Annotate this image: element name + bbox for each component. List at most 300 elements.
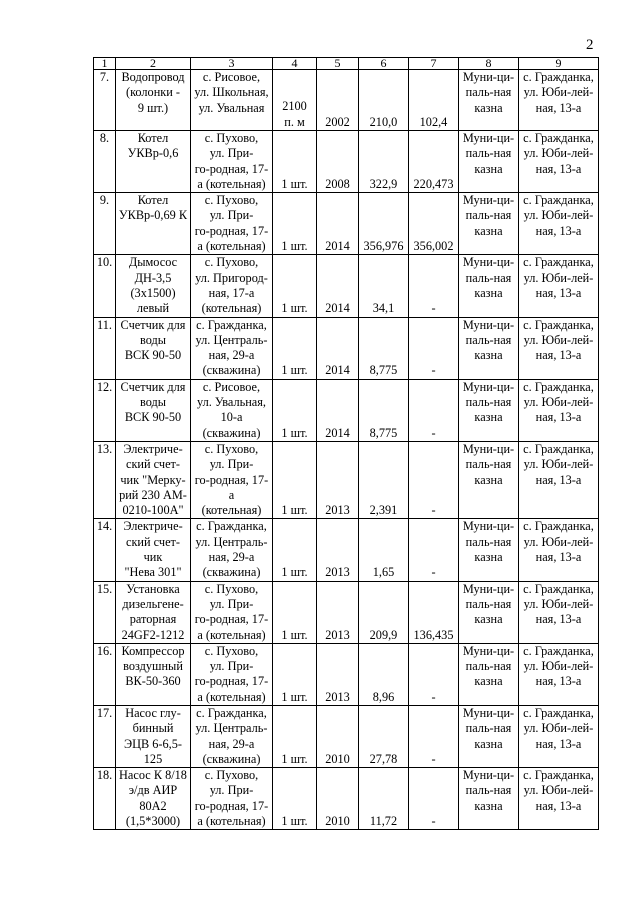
quantity-cell [273, 519, 317, 581]
cell-text-line: 1 шт. [281, 239, 308, 254]
year-cell: 2014 [317, 255, 359, 317]
owner-cell [459, 643, 519, 705]
cell-text-line: паль-ная [465, 783, 512, 798]
cell-text-line: Муни-ци- [462, 441, 515, 456]
cell-text-line: с. Гражданка, [523, 255, 594, 270]
holder-address-cell [519, 643, 599, 705]
year-cell: 2013 [317, 581, 359, 643]
cell-text-line: с. Гражданка, [523, 643, 594, 658]
cell-text-line: паль-ная [465, 85, 512, 100]
year-cell: 2013 [317, 519, 359, 581]
cell-text-line: 80А2 [139, 798, 167, 813]
cell-text-line: с. Рисовое, [202, 70, 261, 84]
address-cell [191, 519, 273, 581]
cell-text-line: ДН-3,5 [134, 270, 172, 285]
cell-text-line: паль-ная [465, 659, 512, 674]
holder-address-cell [519, 131, 599, 193]
address-cell [191, 255, 273, 317]
cell-text-line: Насос К 8/18 [119, 768, 187, 783]
item-name-cell [116, 441, 191, 518]
address-cell [191, 768, 273, 830]
cell-text-line: 1 шт. [281, 363, 308, 378]
cell-text-line: 10-а [220, 410, 243, 425]
cell-text-line: ул. При- [209, 208, 254, 223]
cell-text-line: казна [474, 612, 503, 627]
cell-text-line: 0210-100А" [122, 503, 184, 518]
cell-text-line: паль-ная [465, 332, 512, 347]
residual-value-cell: - [409, 705, 459, 767]
cell-text-line: паль-ная [465, 457, 512, 472]
table-row [94, 379, 599, 441]
row-number-cell: 16. [94, 643, 116, 705]
property-table [93, 57, 599, 830]
cell-text-line: с. Гражданка, [523, 193, 594, 208]
cell-text-line: ул. Централь- [195, 534, 268, 549]
cell-text-line: с. Гражданка, [523, 317, 594, 332]
cell-text-line: казна [474, 348, 503, 363]
cell-text-line: а (котельная) [197, 627, 266, 642]
table-row [94, 441, 599, 518]
cell-text-line: а (котельная) [197, 814, 266, 829]
cell-text-line: с. Гражданка, [523, 519, 594, 534]
cell-text-line: ная, 13-а [535, 161, 582, 176]
owner-cell [459, 70, 519, 131]
cell-text-line: ВК-50-360 [125, 674, 181, 689]
cell-text-line: ЭЦВ 6-6,5- [124, 736, 182, 751]
column-header: 9 [519, 58, 599, 70]
quantity-cell [273, 379, 317, 441]
cell-text-line: 1 шт. [281, 814, 308, 829]
row-number-cell: 8. [94, 131, 116, 193]
cell-text-line: казна [474, 674, 503, 689]
cell-text-line: го-родная, 17- [194, 798, 269, 813]
value-cell: 8,96 [359, 643, 409, 705]
cell-text-line: воды [139, 395, 167, 410]
cell-text-line: казна [474, 550, 503, 565]
cell-text-line: с. Пухово, [204, 581, 259, 596]
cell-text-line: паль-ная [465, 721, 512, 736]
column-header: 4 [273, 58, 317, 70]
row-number-cell: 17. [94, 705, 116, 767]
cell-text-line: с. Гражданка, [196, 519, 267, 534]
cell-text-line: 24GF2-1212 [121, 627, 185, 642]
cell-text-line: (котельная) [201, 503, 262, 518]
value-cell: 2,391 [359, 441, 409, 518]
item-name-cell [116, 519, 191, 581]
cell-text-line: Счетчик для [120, 379, 186, 394]
cell-text-line: рий 230 АМ- [119, 487, 187, 502]
cell-text-line: Электриче- [123, 441, 183, 456]
cell-text-line: Муни-ци- [462, 581, 515, 596]
row-number-cell: 14. [94, 519, 116, 581]
cell-text-line: 2100 [282, 99, 307, 114]
cell-text-line: ВСК 90-50 [124, 410, 182, 425]
holder-address-cell [519, 705, 599, 767]
cell-text-line: э/дв АИР [128, 783, 178, 798]
owner-cell [459, 379, 519, 441]
cell-text-line: ная, 13-а [535, 736, 582, 751]
table-row [94, 255, 599, 317]
cell-text-line: ул. Юби-лей- [523, 721, 594, 736]
table-row [94, 317, 599, 379]
cell-text-line: ная, 13-а [535, 100, 582, 115]
cell-text-line: 1 шт. [281, 627, 308, 642]
quantity-cell [273, 317, 317, 379]
value-cell: 210,0 [359, 70, 409, 131]
cell-text-line: 1 шт. [281, 565, 308, 580]
cell-text-line: УКВр-0,6 [127, 146, 179, 161]
cell-text-line: 1 шт. [281, 425, 308, 440]
holder-address-cell [519, 193, 599, 255]
cell-text-line: а (котельная) [197, 689, 266, 704]
cell-text-line: "Нева 301" [124, 565, 182, 580]
holder-address-cell [519, 317, 599, 379]
address-cell [191, 441, 273, 518]
cell-text-line: Котел [137, 193, 169, 208]
residual-value-cell: - [409, 255, 459, 317]
cell-text-line: с. Пухово, [204, 255, 259, 270]
cell-text-line: с. Гражданка, [523, 131, 594, 145]
cell-text-line: Установка [126, 581, 180, 596]
cell-text-line: ная, 13-а [535, 410, 582, 425]
cell-text-line: с. Гражданка, [523, 441, 594, 456]
cell-text-line: паль-ная [465, 596, 512, 611]
cell-text-line: Муни-ци- [462, 317, 515, 332]
cell-text-line: ул. Юби-лей- [523, 85, 594, 100]
owner-cell [459, 441, 519, 518]
cell-text-line: (скважина) [202, 363, 261, 378]
cell-text-line: п. м [284, 114, 305, 129]
table-row [94, 643, 599, 705]
address-cell [191, 317, 273, 379]
quantity-cell [273, 131, 317, 193]
cell-text-line: казна [474, 472, 503, 487]
cell-text-line: ул. Юби-лей- [523, 596, 594, 611]
cell-text-line: Муни-ци- [462, 519, 515, 534]
address-cell [191, 193, 273, 255]
cell-text-line: ул. Юби-лей- [523, 332, 594, 347]
cell-text-line: паль-ная [465, 270, 512, 285]
year-cell: 2013 [317, 643, 359, 705]
year-cell: 2010 [317, 705, 359, 767]
value-cell: 322,9 [359, 131, 409, 193]
cell-text-line: Компрессор [121, 643, 185, 658]
cell-text-line: ул. Юби-лей- [523, 659, 594, 674]
cell-text-line: Муни-ци- [462, 70, 515, 84]
item-name-cell [116, 581, 191, 643]
row-number-cell: 15. [94, 581, 116, 643]
cell-text-line: (колонки - [125, 85, 181, 100]
value-cell: 11,72 [359, 768, 409, 830]
cell-text-line: с. Пухово, [204, 193, 259, 208]
cell-text-line: Муни-ци- [462, 193, 515, 208]
row-number-cell: 18. [94, 768, 116, 830]
cell-text-line: ная, 13-а [535, 223, 582, 238]
quantity-cell [273, 193, 317, 255]
item-name-cell [116, 131, 191, 193]
address-cell [191, 581, 273, 643]
year-cell: 2014 [317, 317, 359, 379]
cell-text-line: (скважина) [202, 425, 261, 440]
owner-cell [459, 317, 519, 379]
holder-address-cell [519, 70, 599, 131]
item-name-cell [116, 317, 191, 379]
cell-text-line: ул. При- [209, 146, 254, 161]
holder-address-cell [519, 255, 599, 317]
cell-text-line: 125 [143, 751, 163, 766]
owner-cell [459, 768, 519, 830]
page-number: 2 [586, 37, 594, 53]
cell-text-line: ная, 17-а [208, 285, 255, 300]
column-header: 3 [191, 58, 273, 70]
quantity-cell [273, 643, 317, 705]
cell-text-line: ул. Увальная, [197, 395, 266, 410]
owner-cell [459, 581, 519, 643]
cell-text-line: Муни-ци- [462, 705, 515, 720]
year-cell: 2010 [317, 768, 359, 830]
cell-text-line: ул. Юби-лей- [523, 208, 594, 223]
cell-text-line: Муни-ци- [462, 255, 515, 270]
year-cell: 2013 [317, 441, 359, 518]
cell-text-line: (котельная) [201, 301, 262, 316]
cell-text-line: Счетчик для [120, 317, 186, 332]
quantity-cell [273, 768, 317, 830]
cell-text-line: ул. При- [209, 659, 254, 674]
column-header: 8 [459, 58, 519, 70]
cell-text-line: УКВр-0,69 К [118, 208, 188, 223]
address-cell [191, 70, 273, 131]
holder-address-cell [519, 441, 599, 518]
residual-value-cell: - [409, 768, 459, 830]
cell-text-line: (скважина) [202, 751, 261, 766]
cell-text-line: (3х1500) [130, 285, 176, 300]
holder-address-cell [519, 581, 599, 643]
cell-text-line: с. Гражданка, [523, 768, 594, 783]
cell-text-line: паль-ная [465, 208, 512, 223]
cell-text-line: а (котельная) [197, 239, 266, 254]
cell-text-line: а (котельная) [197, 176, 266, 191]
residual-value-cell: 356,002 [409, 193, 459, 255]
item-name-cell [116, 70, 191, 131]
table-row [94, 70, 599, 131]
cell-text-line: воздушный [123, 659, 183, 674]
column-number-row [94, 58, 599, 70]
item-name-cell [116, 255, 191, 317]
cell-text-line: Котел [137, 131, 169, 145]
holder-address-cell [519, 768, 599, 830]
cell-text-line: (1,5*3000) [125, 814, 181, 829]
cell-text-line: дизельгене- [122, 596, 184, 611]
year-cell: 2014 [317, 193, 359, 255]
cell-text-line: паль-ная [465, 534, 512, 549]
column-header: 6 [359, 58, 409, 70]
cell-text-line: (скважина) [202, 565, 261, 580]
table-row [94, 519, 599, 581]
column-header: 7 [409, 58, 459, 70]
cell-text-line: ул. Юби-лей- [523, 146, 594, 161]
cell-text-line: Муни-ци- [462, 768, 515, 783]
cell-text-line: Насос глу- [125, 705, 181, 720]
cell-text-line: с. Пухово, [204, 768, 259, 783]
cell-text-line: с. Гражданка, [523, 70, 594, 84]
cell-text-line: ул. Юби-лей- [523, 270, 594, 285]
cell-text-line: Водопровод [121, 70, 185, 84]
cell-text-line: 1 шт. [281, 751, 308, 766]
cell-text-line: ул. Юби-лей- [523, 534, 594, 549]
residual-value-cell: - [409, 441, 459, 518]
cell-text-line: го-родная, 17- [194, 161, 269, 176]
cell-text-line: Электриче- [123, 519, 183, 534]
cell-text-line: казна [474, 161, 503, 176]
residual-value-cell: 220,473 [409, 131, 459, 193]
cell-text-line: Муни-ци- [462, 379, 515, 394]
cell-text-line: с. Пухово, [204, 131, 259, 145]
cell-text-line: казна [474, 410, 503, 425]
owner-cell [459, 519, 519, 581]
cell-text-line: ная, 13-а [535, 674, 582, 689]
cell-text-line: ная, 13-а [535, 612, 582, 627]
table-row [94, 193, 599, 255]
cell-text-line: ул. Юби-лей- [523, 395, 594, 410]
year-cell: 2002 [317, 70, 359, 131]
cell-text-line: казна [474, 736, 503, 751]
owner-cell [459, 131, 519, 193]
value-cell: 34,1 [359, 255, 409, 317]
cell-text-line: ул. При- [209, 457, 254, 472]
cell-text-line: ул. Увальная [198, 100, 265, 115]
cell-text-line: ная, 29-а [208, 348, 255, 363]
cell-text-line: паль-ная [465, 146, 512, 161]
quantity-cell [273, 581, 317, 643]
cell-text-line: ул. Пригород- [195, 270, 268, 285]
row-number-cell: 11. [94, 317, 116, 379]
residual-value-cell: - [409, 519, 459, 581]
cell-text-line: левый [136, 301, 170, 316]
owner-cell [459, 255, 519, 317]
row-number-cell: 12. [94, 379, 116, 441]
cell-text-line: ная, 13-а [535, 348, 582, 363]
cell-text-line: с. Гражданка, [523, 379, 594, 394]
item-name-cell [116, 768, 191, 830]
item-name-cell [116, 705, 191, 767]
cell-text-line: ная, 13-а [535, 285, 582, 300]
holder-address-cell [519, 519, 599, 581]
cell-text-line: 1 шт. [281, 689, 308, 704]
year-cell: 2008 [317, 131, 359, 193]
cell-text-line: го-родная, 17- [194, 674, 269, 689]
cell-text-line: го-родная, 17- [194, 472, 269, 487]
column-header: 1 [94, 58, 116, 70]
cell-text-line: ная, 13-а [535, 550, 582, 565]
cell-text-line: с. Гражданка, [523, 705, 594, 720]
value-cell: 209,9 [359, 581, 409, 643]
cell-text-line: казна [474, 798, 503, 813]
address-cell [191, 379, 273, 441]
column-header: 5 [317, 58, 359, 70]
cell-text-line: с. Гражданка, [523, 581, 594, 596]
residual-value-cell: 136,435 [409, 581, 459, 643]
cell-text-line: ул. При- [209, 596, 254, 611]
item-name-cell [116, 193, 191, 255]
residual-value-cell: - [409, 643, 459, 705]
row-number-cell: 7. [94, 70, 116, 131]
address-cell [191, 643, 273, 705]
row-number-cell: 13. [94, 441, 116, 518]
cell-text-line: с. Пухово, [204, 441, 259, 456]
row-number-cell: 9. [94, 193, 116, 255]
value-cell: 8,775 [359, 379, 409, 441]
column-header: 2 [116, 58, 191, 70]
cell-text-line: ул. Юби-лей- [523, 457, 594, 472]
cell-text-line: Муни-ци- [462, 643, 515, 658]
cell-text-line: Муни-ци- [462, 131, 515, 145]
residual-value-cell: - [409, 379, 459, 441]
cell-text-line: ул. Школьная, [194, 85, 269, 100]
cell-text-line: ВСК 90-50 [124, 348, 182, 363]
owner-cell [459, 193, 519, 255]
address-cell [191, 705, 273, 767]
quantity-cell [273, 441, 317, 518]
cell-text-line: ул. При- [209, 783, 254, 798]
row-number-cell: 10. [94, 255, 116, 317]
cell-text-line: 1 шт. [281, 503, 308, 518]
cell-text-line: а [228, 487, 235, 502]
residual-value-cell: - [409, 317, 459, 379]
table-row [94, 768, 599, 830]
cell-text-line: го-родная, 17- [194, 223, 269, 238]
cell-text-line: 1 шт. [281, 301, 308, 316]
cell-text-line: чик "Мерку- [120, 472, 186, 487]
cell-text-line: ная, 13-а [535, 472, 582, 487]
value-cell: 356,976 [359, 193, 409, 255]
cell-text-line: паль-ная [465, 395, 512, 410]
year-cell: 2014 [317, 379, 359, 441]
item-name-cell [116, 379, 191, 441]
cell-text-line: го-родная, 17- [194, 612, 269, 627]
cell-text-line: казна [474, 223, 503, 238]
table-row [94, 131, 599, 193]
cell-text-line: Дымосос [128, 255, 178, 270]
quantity-cell [273, 70, 317, 131]
holder-address-cell [519, 379, 599, 441]
quantity-cell [273, 705, 317, 767]
cell-text-line: ная, 29-а [208, 550, 255, 565]
cell-text-line: ул. Централь- [195, 721, 268, 736]
cell-text-line: казна [474, 285, 503, 300]
owner-cell [459, 705, 519, 767]
cell-text-line: ский счет- [126, 457, 180, 472]
cell-text-line: ная, 29-а [208, 736, 255, 751]
cell-text-line: с. Пухово, [204, 643, 259, 658]
value-cell: 8,775 [359, 317, 409, 379]
item-name-cell [116, 643, 191, 705]
cell-text-line: с. Рисовое, [202, 379, 261, 394]
cell-text-line: ная, 13-а [535, 798, 582, 813]
cell-text-line: с. Гражданка, [196, 317, 267, 332]
cell-text-line: бинный [132, 721, 174, 736]
residual-value-cell: 102,4 [409, 70, 459, 131]
cell-text-line: чик [143, 550, 163, 565]
cell-text-line: казна [474, 100, 503, 115]
cell-text-line: 9 шт.) [137, 100, 169, 115]
cell-text-line: ул. Централь- [195, 332, 268, 347]
cell-text-line: ул. Юби-лей- [523, 783, 594, 798]
table-row [94, 705, 599, 767]
cell-text-line: 1 шт. [281, 176, 308, 191]
value-cell: 1,65 [359, 519, 409, 581]
cell-text-line: ский счет- [126, 534, 180, 549]
address-cell [191, 131, 273, 193]
